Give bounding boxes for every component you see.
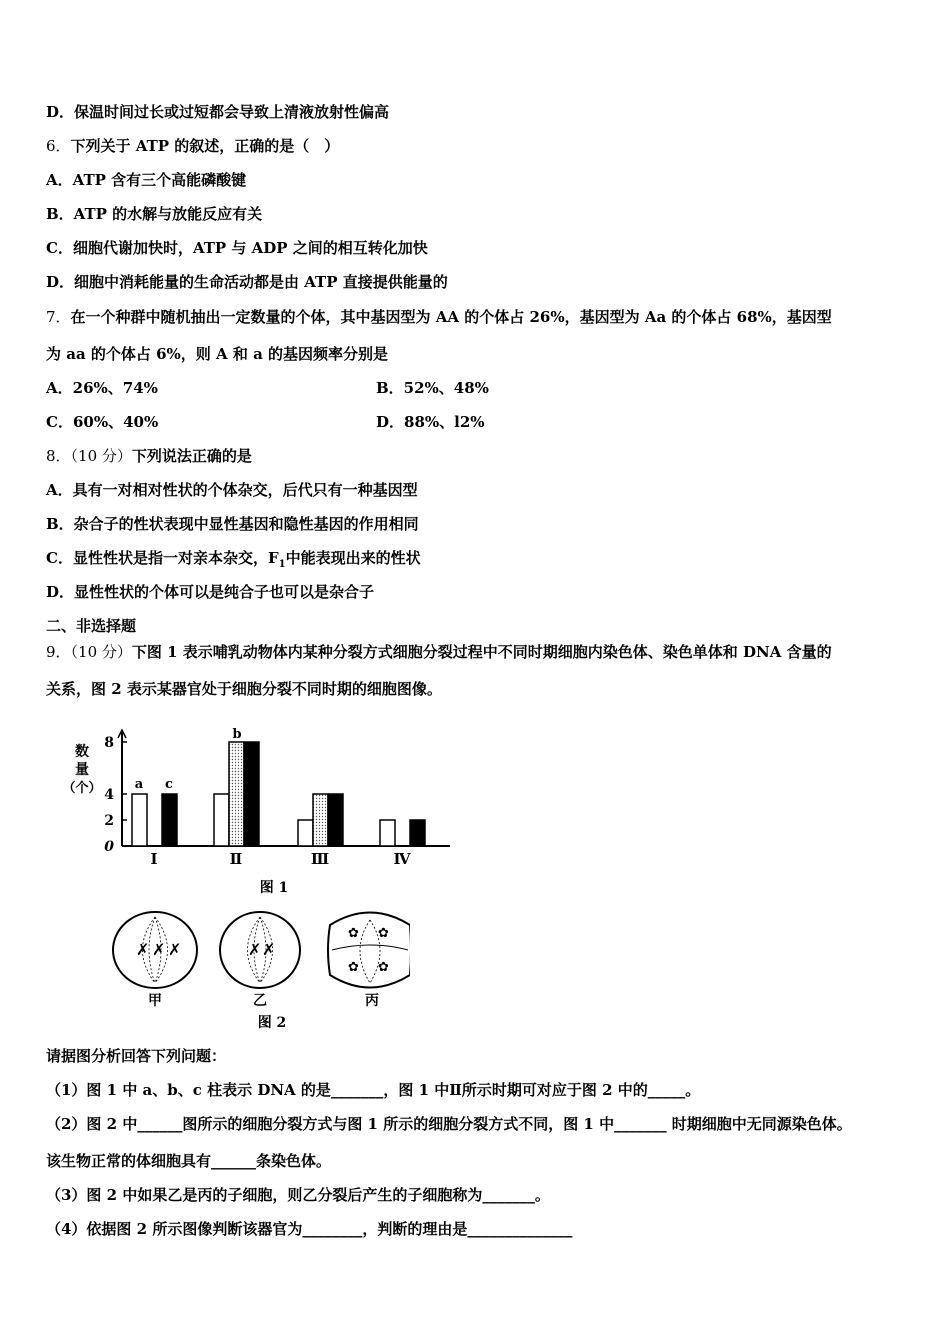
option-6c: C．细胞代谢加快时，ATP 与 ADP 之间的相互转化加快 xyxy=(46,239,428,257)
sub-question-1: （1）图 1 中 a、b、c 柱表示 DNA 的是_______，图 1 中Ⅱ所示时期可对应于图 2 中的_____。 xyxy=(46,1081,701,1099)
option-8a: A．具有一对相对性状的个体杂交，后代只有一种基因型 xyxy=(46,481,418,499)
subscript: 1 xyxy=(278,559,286,570)
figure-1-bar-chart xyxy=(60,722,460,902)
bar-a-4 xyxy=(380,820,395,846)
bar-c-4 xyxy=(410,820,425,846)
cell-label-bing: 丙 xyxy=(365,993,379,1009)
question-number: 9．（10 分） xyxy=(46,643,132,661)
sub-question-3: （3）图 2 中如果乙是丙的子细胞，则乙分裂后产生的子细胞称为_______。 xyxy=(46,1186,550,1204)
option-6b: B．ATP 的水解与放能反应有关 xyxy=(46,205,263,223)
sub-question-2: （2）图 2 中______图所示的细胞分裂方式与图 1 所示的细胞分裂方式不同，图 1 中_______ 时期细胞中无同源染色体。 xyxy=(46,1115,852,1133)
cell-yi xyxy=(220,912,300,988)
bar-label-c: c xyxy=(165,777,173,792)
option-8c xyxy=(46,548,421,575)
chromosome-icon: ✗ xyxy=(262,940,276,959)
sub-question-2-cont: 该生物正常的体细胞具有______条染色体。 xyxy=(46,1152,332,1170)
question-9 xyxy=(46,642,832,662)
chromosome-icon: ✿ xyxy=(378,960,389,975)
chromosome-icon: ✿ xyxy=(378,926,389,941)
sub-question-4: （4）依据图 2 所示图像判断该器官为________，判断的理由是______________ xyxy=(46,1220,573,1238)
question-9-cont: 关系，图 2 表示某器官处于细胞分裂不同时期的细胞图像。 xyxy=(46,680,442,698)
figure-1-title: 图 1 xyxy=(259,880,289,896)
category-label: Ⅲ xyxy=(310,850,330,868)
question-stem: 在一个种群中随机抽出一定数量的个体，其中基因型为 AA 的个体占 26%，基因型为 Aa 的个体占 68%，基因型 xyxy=(70,308,832,326)
cell-label-jia: 甲 xyxy=(148,993,162,1009)
option-7a: A．26%、74% xyxy=(46,379,158,397)
option-6d: D．细胞中消耗能量的生命活动都是由 ATP 直接提供能量的 xyxy=(46,273,448,291)
question-number: 6． xyxy=(46,137,71,155)
y-axis-label: 量 xyxy=(75,762,89,778)
question-7 xyxy=(46,307,832,327)
question-stem: 下列说法正确的是 xyxy=(131,447,252,465)
chromosome-icon: ✗ xyxy=(152,940,166,959)
chromosome-icon: ✗ xyxy=(248,940,262,959)
option-8d: D．显性性状的个体可以是纯合子也可以是杂合子 xyxy=(46,583,375,601)
bar-label-b: b xyxy=(232,727,242,742)
option-7c: C．60%、40% xyxy=(46,413,159,431)
question-number: 8．（10 分） xyxy=(46,447,132,465)
bar-a-1 xyxy=(132,794,147,846)
y-tick-label: 0 xyxy=(104,839,114,855)
question-stem: 下列关于 ATP 的叙述，正确的是（ ） xyxy=(70,137,340,155)
chromosome-icon: ✗ xyxy=(168,940,182,959)
y-axis-label: 数 xyxy=(75,744,89,760)
bar-b-3 xyxy=(313,794,328,846)
question-6 xyxy=(46,136,339,156)
option-7d: D．88%、l2% xyxy=(376,413,485,431)
option-7b: B．52%、48% xyxy=(376,379,489,397)
option-8b: B．杂合子的性状表现中显性基因和隐性基因的作用相同 xyxy=(46,515,419,533)
ask-prompt: 请据图分析回答下列问题： xyxy=(46,1047,227,1065)
chromosome-icon: ✗ xyxy=(136,940,150,959)
y-tick-label: 4 xyxy=(104,787,114,803)
option-6a: A．ATP 含有三个高能磷酸键 xyxy=(46,171,247,189)
question-number: 7． xyxy=(46,308,71,326)
y-tick-label: 8 xyxy=(104,735,114,751)
chromosome-icon: ✿ xyxy=(348,926,359,941)
option-8c-text: C．显性性状是指一对亲本杂交，F xyxy=(46,549,279,567)
bar-c-1 xyxy=(162,794,177,846)
bar-c-3 xyxy=(328,794,343,846)
question-8 xyxy=(46,446,252,466)
question-stem: 下图 1 表示哺乳动物体内某种分裂方式细胞分裂过程中不同时期细胞内染色体、染色单体和 DNA 含量的 xyxy=(131,643,832,661)
figure-2-title: 图 2 xyxy=(257,1015,287,1031)
cell-jia xyxy=(113,912,197,988)
y-tick-label: 2 xyxy=(104,813,114,829)
section-title: 二、非选择题 xyxy=(46,617,137,635)
question-7-cont: 为 aa 的个体占 6%，则 A 和 a 的基因频率分别是 xyxy=(46,345,389,363)
category-label: Ⅳ xyxy=(393,850,411,868)
bar-a-2 xyxy=(214,794,229,846)
bar-b-2 xyxy=(229,742,244,846)
bar-c-2 xyxy=(244,742,259,846)
bar-label-a: a xyxy=(134,777,144,792)
cell-label-yi: 乙 xyxy=(253,993,267,1009)
y-axis-label: （个） xyxy=(62,781,102,796)
option-8c-text-2: 中能表现出来的性状 xyxy=(285,549,421,567)
category-label: Ⅱ xyxy=(229,850,243,868)
figure-2-cell-images xyxy=(110,905,410,1035)
cell-bing xyxy=(328,913,410,988)
category-label: Ⅰ xyxy=(150,850,158,868)
line-d-option: D．保温时间过长或过短都会导致上清液放射性偏高 xyxy=(46,103,390,121)
chromosome-icon: ✿ xyxy=(348,960,359,975)
bar-a-3 xyxy=(298,820,313,846)
